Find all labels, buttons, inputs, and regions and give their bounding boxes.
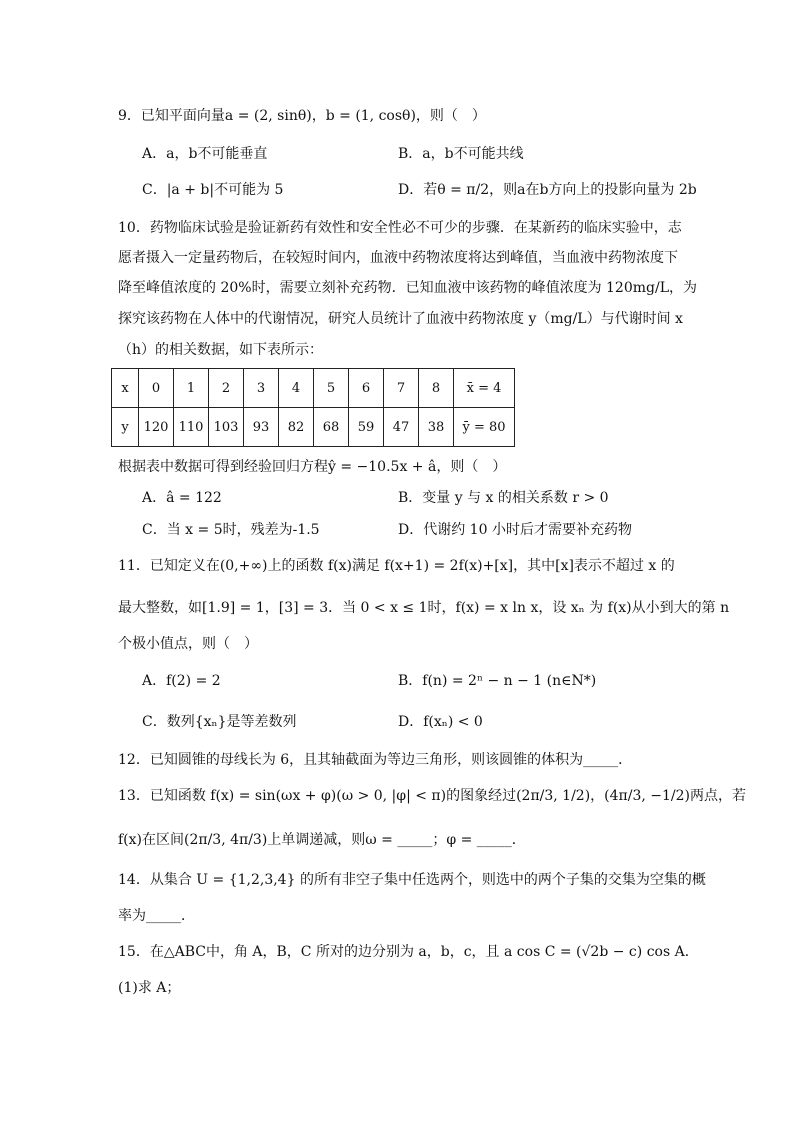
q11-option-b: B．f(n) = 2ⁿ − n − 1 (n∈N*) [398,673,597,689]
q10-line-3: 降至峰值浓度的 20%时，需要立刻补充药物．已知血液中该药物的峰值浓度为 120mg/L，为 [118,280,697,296]
table-row-x [112,369,515,408]
q10-option-c: C．当 x = 5时，残差为-1.5 [142,522,320,538]
table-cell: 4 [279,369,314,408]
table-row-y [112,408,515,447]
q10-option-b: B．变量 y 与 x 的相关系数 r > 0 [398,490,609,506]
q11-line-2: 最大整数，如[1.9] = 1，[3] = 3．当 0 < x ≤ 1时，f(x) = x ln x，设 xₙ 为 f(x)从小到大的第 n [118,600,730,616]
table-cell: 103 [209,408,244,447]
q11-option-c: C．数列{xₙ}是等差数列 [142,714,297,730]
q11-line-3: 个极小值点，则（ ） [118,636,258,652]
q10-line-1: 10．药物临床试验是验证新药有效性和安全性必不可少的步骤．在某新药的临床实验中，志 [118,220,682,236]
q10-line-4: 探究该药物在人体中的代谢情况，研究人员统计了血液中药物浓度 y（mg/L）与代谢时间 x [118,311,683,327]
table-cell: 7 [384,369,419,408]
q10-line-5: （h）的相关数据，如下表所示： [118,342,324,358]
data-table [111,368,515,447]
q11-line-1: 11．已知定义在(0,+∞)上的函数 f(x)满足 f(x+1) = 2f(x)+[x]，其中[x]表示不超过 x 的 [118,558,675,574]
table-cell: 93 [244,408,279,447]
table-cell: 1 [174,369,209,408]
table-cell: 3 [244,369,279,408]
table-x-mean: x̄ = 4 [454,369,515,408]
table-cell: 38 [419,408,454,447]
table-cell: 5 [314,369,349,408]
q10-regression-line: 根据表中数据可得到经验回归方程ŷ = −10.5x + â，则（ ） [118,459,507,475]
q13-line-1: 13．已知函数 f(x) = sin(ωx + φ)(ω > 0, |φ| < π)的图象经过(2π/3, 1/2)，(4π/3, −1/2)两点，若 [118,788,746,804]
table-cell: 110 [174,408,209,447]
table-y-mean: ȳ = 80 [454,408,515,447]
q15-line-2: (1)求 A； [118,980,181,996]
table-cell: 6 [349,369,384,408]
q14-line-2: 率为_____． [118,908,195,924]
table-cell: 59 [349,408,384,447]
table-cell: 120 [139,408,174,447]
q9-option-b: B．a，b不可能共线 [398,146,524,162]
table-cell: 2 [209,369,244,408]
q12-line: 12．已知圆锥的母线长为 6，且其轴截面为等边三角形，则该圆锥的体积为_____． [118,752,633,768]
q9-option-a: A．a，b不可能垂直 [142,146,268,162]
table-cell: 8 [419,369,454,408]
q11-option-a: A．f(2) = 2 [142,673,221,689]
q9-option-c: C．|a + b|不可能为 5 [142,182,284,198]
q10-option-a: A．â = 122 [142,490,222,506]
q9-option-d: D．若θ = π/2，则a在b方向上的投影向量为 2b [398,182,697,198]
q15-line-1: 15．在△ABC中，角 A，B，C 所对的边分别为 a，b，c，且 a cos C = (√2b − c) cos A． [118,944,699,960]
q11-option-d: D．f(xₙ) < 0 [398,714,483,730]
q10-line-2: 愿者摄入一定量药物后，在较短时间内，血液中药物浓度将达到峰值，当血液中药物浓度下 [118,250,678,266]
q13-line-2: f(x)在区间(2π/3, 4π/3)上单调递减，则ω = _____；φ = _____． [118,832,526,848]
table-cell: 0 [139,369,174,408]
table-cell: 68 [314,408,349,447]
table-header-x: x [112,369,139,408]
q14-line-1: 14．从集合 U = {1,2,3,4} 的所有非空子集中任选两个，则选中的两个子集的交集为空集的概 [118,872,706,888]
table-cell: 47 [384,408,419,447]
q9-stem: 9．已知平面向量a = (2, sinθ)，b = (1, cosθ)，则（ ） [118,108,486,124]
table-header-y: y [112,408,139,447]
table-cell: 82 [279,408,314,447]
q10-option-d: D．代谢约 10 小时后才需要补充药物 [398,522,632,538]
